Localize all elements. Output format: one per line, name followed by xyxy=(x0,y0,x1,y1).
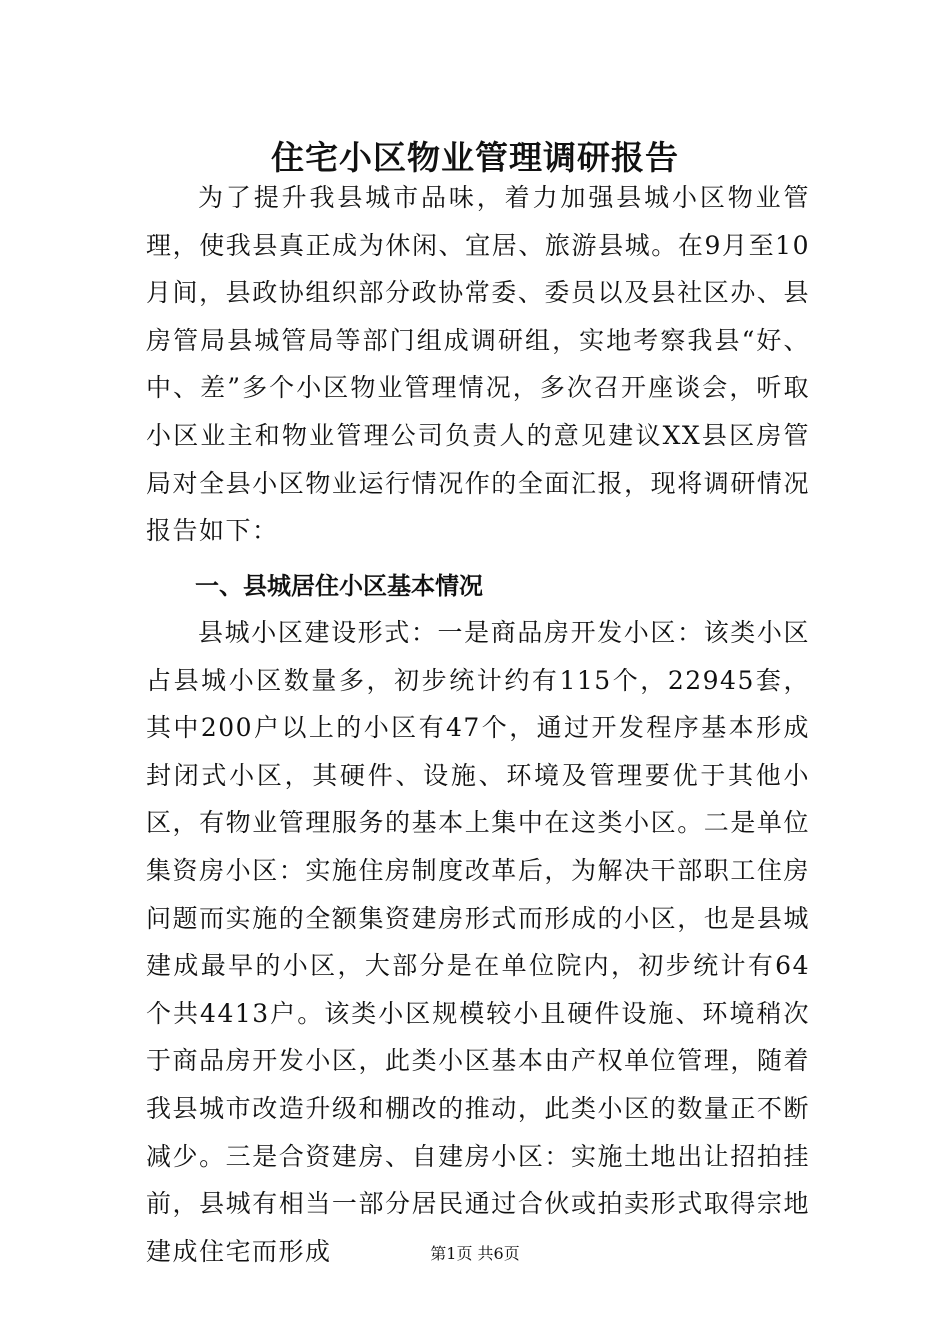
intro-paragraph: 为了提升我县城市品味，着力加强县城小区物业管理，使我县真正成为休闲、宜居、旅游县城。在9月至10月间，县政协组织部分政协常委、委员以及县社区办、县房管局县城管局等部门组成调研组，实地考察我县“好、中、差”多个小区物业管理情况，多次召开座谈会，听取小区业主和物业管理公司负责人的意见建议XX县区房管局对全县小区物业运行情况作的全面汇报，现将调研情况报告如下： xyxy=(146,183,810,546)
page-footer: 第1页 共6页 xyxy=(430,1244,520,1263)
section-paragraph: 县城小区建设形式：一是商品房开发小区：该类小区占县城小区数量多，初步统计约有115个，22945套，其中200户以上的小区有47个，通过开发程序基本形成封闭式小区，其硬件、设施、环境及管理要优于其他小区，有物业管理服务的基本上集中在这类小区。二是单位集资房小区：实施住房制度改革后，为解决干部职工住房问题而实施的全额集资建房形式而形成的小区，也是县城建成最早的小区，大部分是在单位院内，初步统计有64个共4413户。该类小区规模较小且硬件设施、环境稍次于商品房开发小区，此类小区基本由产权单位管理，随着我县城市改造升级和棚改的推动，此类小区的数量正不断减少。三是合资建房、自建房小区：实施土地出让招拍挂前，县城有相当一部分居民通过合伙或拍卖形式取得宗地建成住宅而形成 xyxy=(146,618,810,1266)
document-title: 住宅小区物业管理调研报告 xyxy=(271,138,679,177)
section-heading: 一、县城居住小区基本情况 xyxy=(195,572,483,600)
